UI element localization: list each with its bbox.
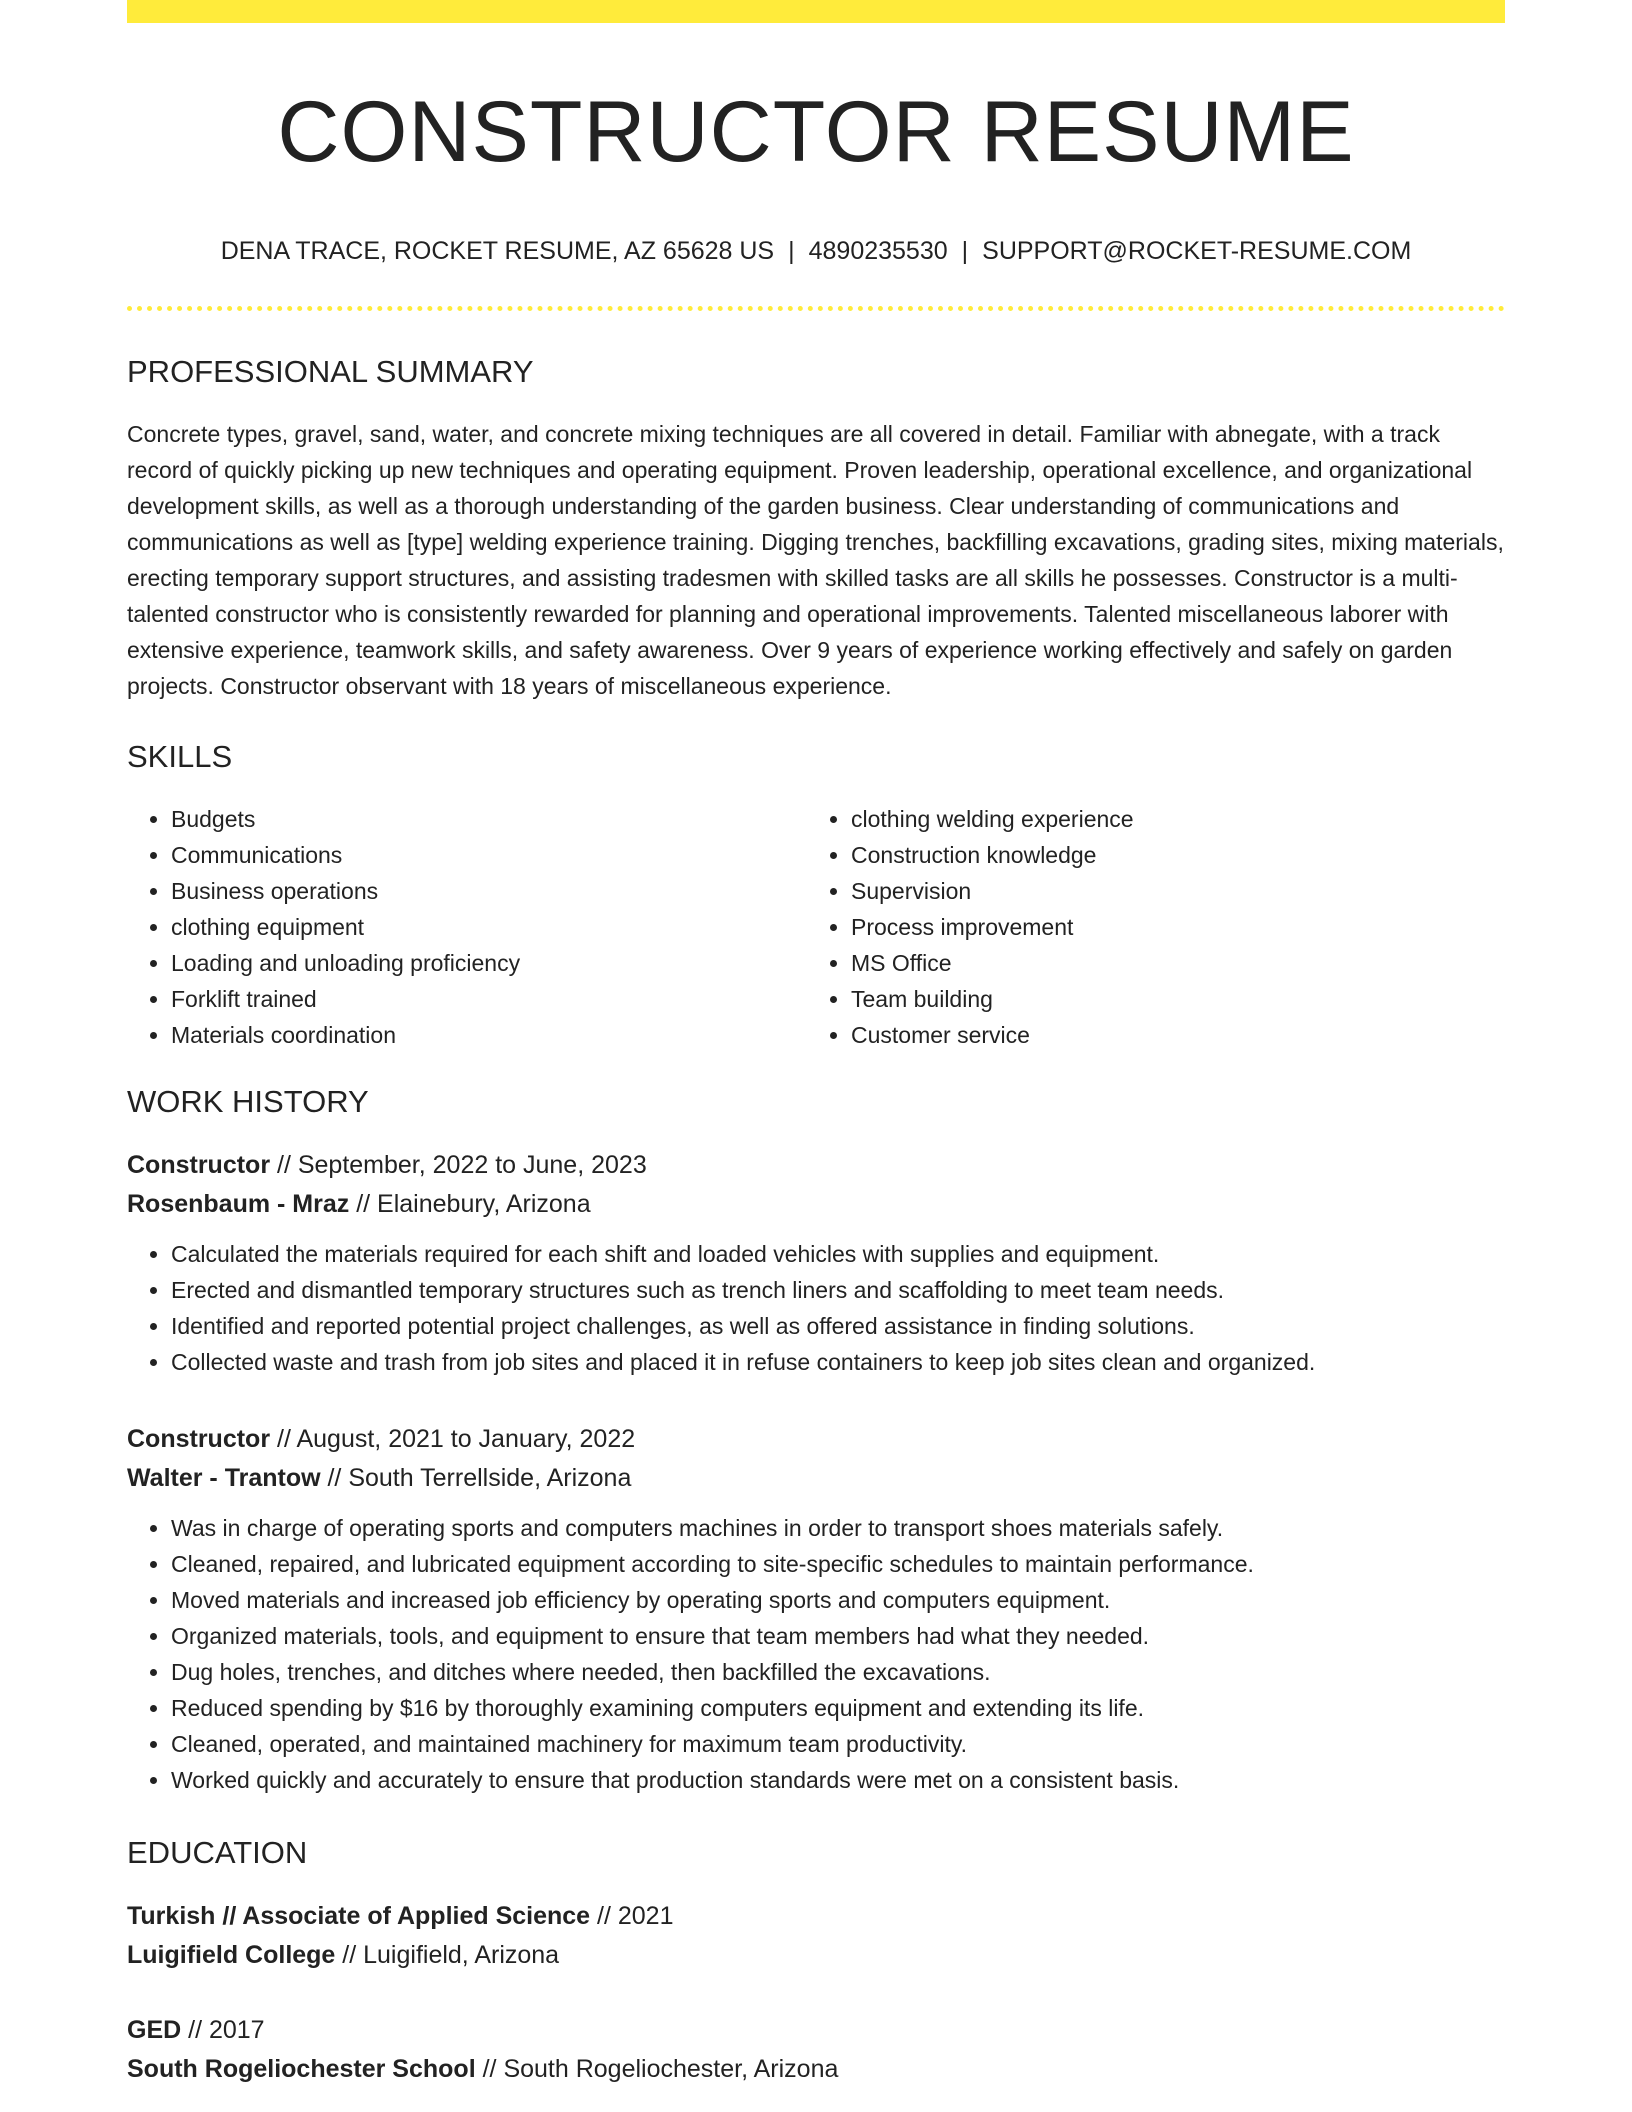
skill-item: • Team building [851, 981, 1487, 1017]
school-location: // South Rogeliochester, Arizona [475, 2055, 839, 2084]
skills-section [127, 738, 1505, 1053]
skill-item: • Supervision [851, 873, 1487, 909]
job-duty: • Reduced spending by $16 by thoroughly examining computers equipment and extending its life. [171, 1690, 1505, 1726]
job-entry [127, 1146, 1505, 1380]
summary-text: Concrete types, gravel, sand, water, and concrete mixing techniques are all covered in detail. Familiar with abnegate, with a track record of quickly picking up new techniques and operating equipment. Proven leadership, operational excellence, and organizational development skills, as well as a thorough understanding of the garden business. Clear understanding of communications and communications as well as [type] welding experience training. Digging trenches, backfilling excavations, grading sites, mixing materials, erecting temporary support structures, and assisting tradesmen with skilled tasks are all skills he possesses. Constructor is a multi-talented constructor who is consistently rewarded for planning and operational improvements. Talented miscellaneous laborer with extensive experience, teamwork skills, and safety awareness. Over 9 years of experience working effectively and safely on garden projects. Constructor observant with 18 years of miscellaneous experience. [127, 420, 1504, 699]
job-company-line [127, 1459, 1505, 1498]
contact-separator: | [961, 236, 969, 265]
skill-item: • Construction knowledge [851, 837, 1487, 873]
job-duty: • Erected and dismantled temporary structures such as trench liners and scaffolding to meet team needs. [171, 1272, 1505, 1308]
resume-page [127, 0, 1505, 2089]
job-location: // Elainebury, Arizona [349, 1190, 591, 1219]
job-duty: • Was in charge of operating sports and computers machines in order to transport shoes materials safely. [171, 1510, 1505, 1546]
education-entry [127, 2011, 1505, 2089]
professional-summary-section [127, 353, 1505, 704]
degree-name: Turkish // Associate of Applied Science [127, 1902, 591, 1931]
resume-title: CONSTRUCTOR RESUME [277, 84, 1355, 180]
skill-item: • Communications [171, 837, 807, 873]
job-title: Constructor [127, 1425, 271, 1454]
job-duty: • Organized materials, tools, and equipment to ensure that team members had what they needed. [171, 1618, 1505, 1654]
top-accent-bar [127, 0, 1505, 23]
job-duty: • Moved materials and increased job efficiency by operating sports and computers equipment. [171, 1582, 1505, 1618]
degree-name: GED [127, 2016, 182, 2045]
job-duty: • Collected waste and trash from job sites and placed it in refuse containers to keep job sites clean and organized. [171, 1344, 1505, 1380]
job-duty: • Dug holes, trenches, and ditches where needed, then backfilled the excavations. [171, 1654, 1505, 1690]
contact-email: SUPPORT@ROCKET-RESUME.COM [982, 236, 1412, 265]
degree-year: // 2021 [590, 1902, 674, 1931]
job-duty: • Cleaned, repaired, and lubricated equipment according to site-specific schedules to maintain performance. [171, 1546, 1505, 1582]
job-dates: // September, 2022 to June, 2023 [270, 1151, 647, 1180]
job-duties-list [127, 1510, 1505, 1798]
job-title-line [127, 1146, 1505, 1185]
education-entry [127, 1897, 1505, 1975]
contact-phone: 4890235530 [808, 236, 948, 265]
degree-year: // 2017 [181, 2016, 265, 2045]
job-company-line [127, 1185, 1505, 1224]
work-history-heading: WORK HISTORY [127, 1083, 369, 1119]
job-duties-list [127, 1236, 1505, 1380]
school-location: // Luigifield, Arizona [335, 1941, 560, 1970]
school-name: South Rogeliochester School [127, 2055, 476, 2084]
job-title-line [127, 1420, 1505, 1459]
skills-grid [127, 801, 1505, 1053]
contact-separator: | [788, 236, 795, 265]
job-dates: // August, 2021 to January, 2022 [270, 1425, 636, 1454]
skill-item: • Materials coordination [171, 1017, 807, 1053]
education-section [127, 1834, 1505, 2089]
school-line [127, 2050, 1505, 2089]
school-name: Luigifield College [127, 1941, 336, 1970]
skills-heading: SKILLS [127, 738, 233, 774]
job-entry [127, 1420, 1505, 1798]
skill-item: • Customer service [851, 1017, 1487, 1053]
skill-item: • clothing equipment [171, 909, 807, 945]
skill-item: • Process improvement [851, 909, 1487, 945]
education-heading: EDUCATION [127, 1835, 308, 1871]
skills-left-list [127, 801, 807, 1053]
dotted-divider [127, 306, 1505, 311]
skill-item: • clothing welding experience [851, 801, 1487, 837]
degree-line [127, 2011, 1505, 2050]
skill-item: • Business operations [171, 873, 807, 909]
job-duty: • Worked quickly and accurately to ensure that production standards were met on a consistent basis. [171, 1762, 1505, 1798]
skills-right-list [807, 801, 1487, 1053]
degree-line [127, 1897, 1505, 1936]
skill-item: • Loading and unloading proficiency [171, 945, 807, 981]
work-history-section [127, 1083, 1505, 1798]
job-company: Walter - Trantow [127, 1464, 321, 1493]
contact-address: DENA TRACE, ROCKET RESUME, AZ 65628 US [220, 236, 775, 265]
job-location: // South Terrellside, Arizona [320, 1464, 632, 1493]
summary-heading: PROFESSIONAL SUMMARY [127, 353, 534, 389]
skill-item: • Forklift trained [171, 981, 807, 1017]
job-duty: • Calculated the materials required for each shift and loaded vehicles with supplies and equipment. [171, 1236, 1505, 1272]
skill-item: • MS Office [851, 945, 1487, 981]
skill-item: • Budgets [171, 801, 807, 837]
job-title: Constructor [127, 1151, 271, 1180]
job-duty: • Cleaned, operated, and maintained machinery for maximum team productivity. [171, 1726, 1505, 1762]
school-line [127, 1936, 1505, 1975]
job-duty: • Identified and reported potential project challenges, as well as offered assistance in finding solutions. [171, 1308, 1505, 1344]
contact-line [127, 236, 1505, 266]
job-company: Rosenbaum - Mraz [127, 1190, 350, 1219]
